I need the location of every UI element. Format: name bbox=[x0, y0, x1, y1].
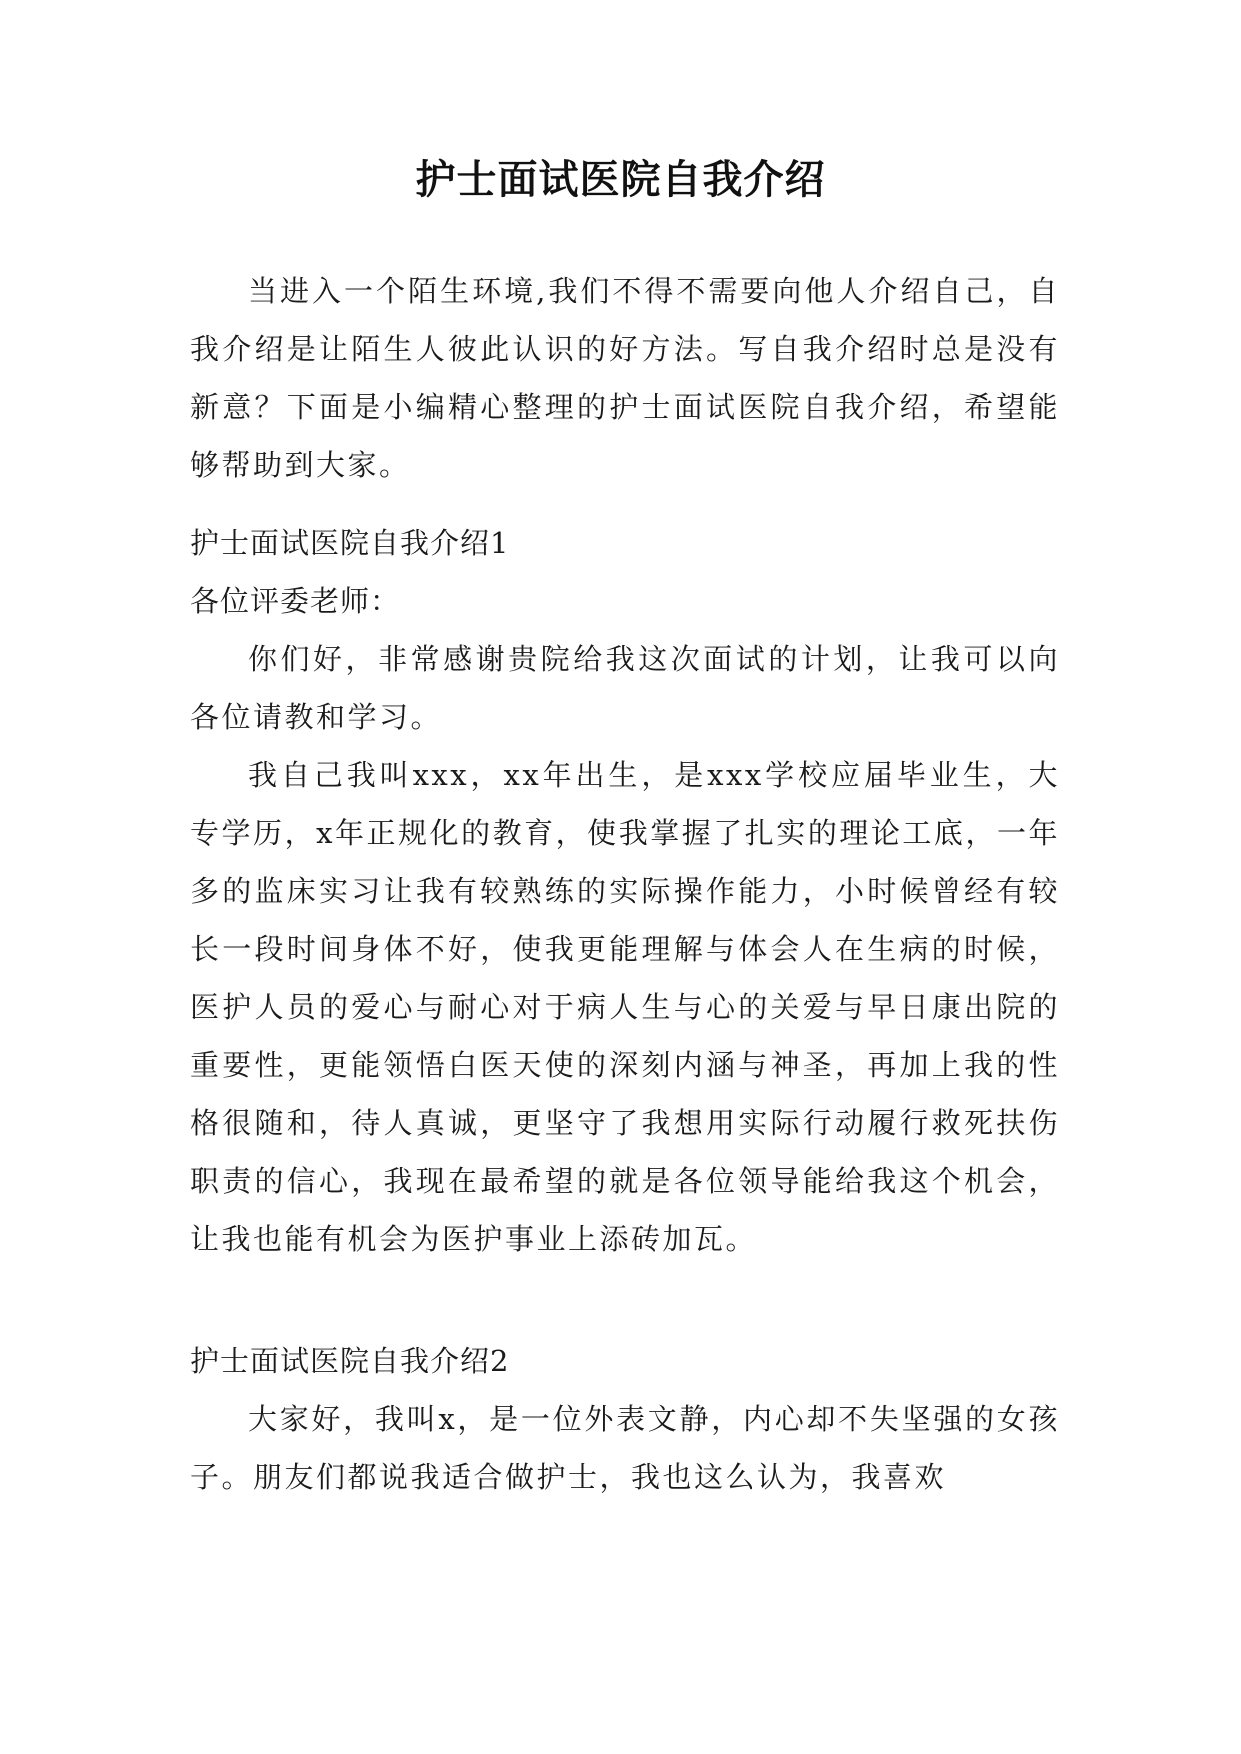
section-1-paragraph-2: 我自己我叫xxx，xx年出生，是xxx学校应届毕业生，大专学历，x年正规化的教育，使我掌握了扎实的理论工底，一年多的监床实习让我有较熟练的实际操作能力，小时候曾经有较长一段时间身体不好，使我更能理解与体会人在生病的时候，医护人员的爱心与耐心对于病人生与心的关爱与早日康出院的重要性，更能领悟白医天使的深刻内涵与神圣，再加上我的性格很随和，待人真诚，更坚守了我想用实际行动履行救死扶伤职责的信心，我现在最希望的就是各位领导能给我这个机会，让我也能有机会为医护事业上添砖加瓦。 bbox=[190, 758, 1060, 1256]
section-2-heading: 护士面试医院自我介绍2 bbox=[190, 1344, 510, 1378]
section-1-heading: 护士面试医院自我介绍1 bbox=[190, 526, 510, 560]
section-1 bbox=[190, 514, 1060, 1268]
section-2-paragraph-1: 大家好，我叫x，是一位外表文静，内心却不失坚强的女孩子。朋友们都说我适合做护士，我也这么认为，我喜欢 bbox=[190, 1402, 1060, 1494]
intro-block bbox=[190, 262, 1060, 494]
section-1-paragraph-1: 你们好，非常感谢贵院给我这次面试的计划，让我可以向各位请教和学习。 bbox=[190, 642, 1060, 734]
section-2 bbox=[190, 1332, 1060, 1506]
document-title: 护士面试医院自我介绍 bbox=[415, 157, 826, 203]
section-1-salutation: 各位评委老师： bbox=[190, 584, 401, 618]
intro-paragraph: 当进入一个陌生环境,我们不得不需要向他人介绍自己，自我介绍是让陌生人彼此认识的好方法。写自我介绍时总是没有新意？下面是小编精心整理的护士面试医院自我介绍，希望能够帮助到大家。 bbox=[190, 274, 1060, 482]
